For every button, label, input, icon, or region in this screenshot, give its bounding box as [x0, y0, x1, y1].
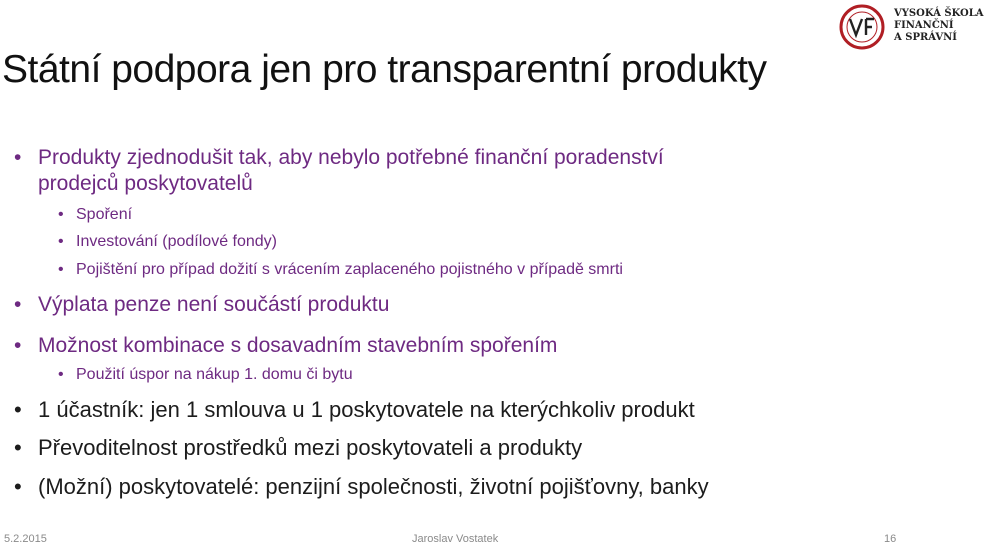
bullet-item-2: • Výplata penze není součástí produktu [38, 292, 389, 318]
sub-bullet-item-3: • Pojištění pro případ dožití s vrácením zaplaceného pojistného v případě smrti [76, 260, 623, 280]
footer-date: 5.2.2015 [4, 533, 47, 545]
bullet-item-3: • Možnost kombinace s dosavadním stavebním spořením [38, 333, 557, 359]
slide-title: Státní podpora jen pro transparentní produkty [2, 48, 767, 91]
bullet-item-1 [38, 145, 664, 197]
bullet-text: • Produkty zjednodušit tak, aby nebylo potřebné finanční poradenství [38, 146, 664, 169]
bullet-item-6: • (Možní) poskytovatelé: penzijní společnosti, životní pojišťovny, banky [38, 474, 709, 500]
logo-line-3: A SPRÁVNÍ [894, 32, 957, 43]
logo-line-1: VYSOKÁ ŠKOLA [894, 8, 984, 19]
sub-bullet-item-4: • Použití úspor na nákup 1. domu či bytu [76, 365, 353, 385]
bullet-text-continuation: prodejců poskytovatelů [38, 172, 253, 195]
logo-line-2: FINANČNÍ [894, 20, 954, 31]
bullet-item-5: • Převoditelnost prostředků mezi poskytovateli a produkty [38, 435, 582, 461]
bullet-item-4: • 1 účastník: jen 1 smlouva u 1 poskytovatele na kterýchkoliv produkt [38, 397, 695, 423]
footer-page-number: 16 [884, 533, 897, 545]
footer-author: Jaroslav Vostatek [412, 533, 499, 545]
sub-bullet-item-2: • Investování (podílové fondy) [76, 232, 277, 252]
sub-bullet-item-1: • Spoření [76, 205, 132, 225]
